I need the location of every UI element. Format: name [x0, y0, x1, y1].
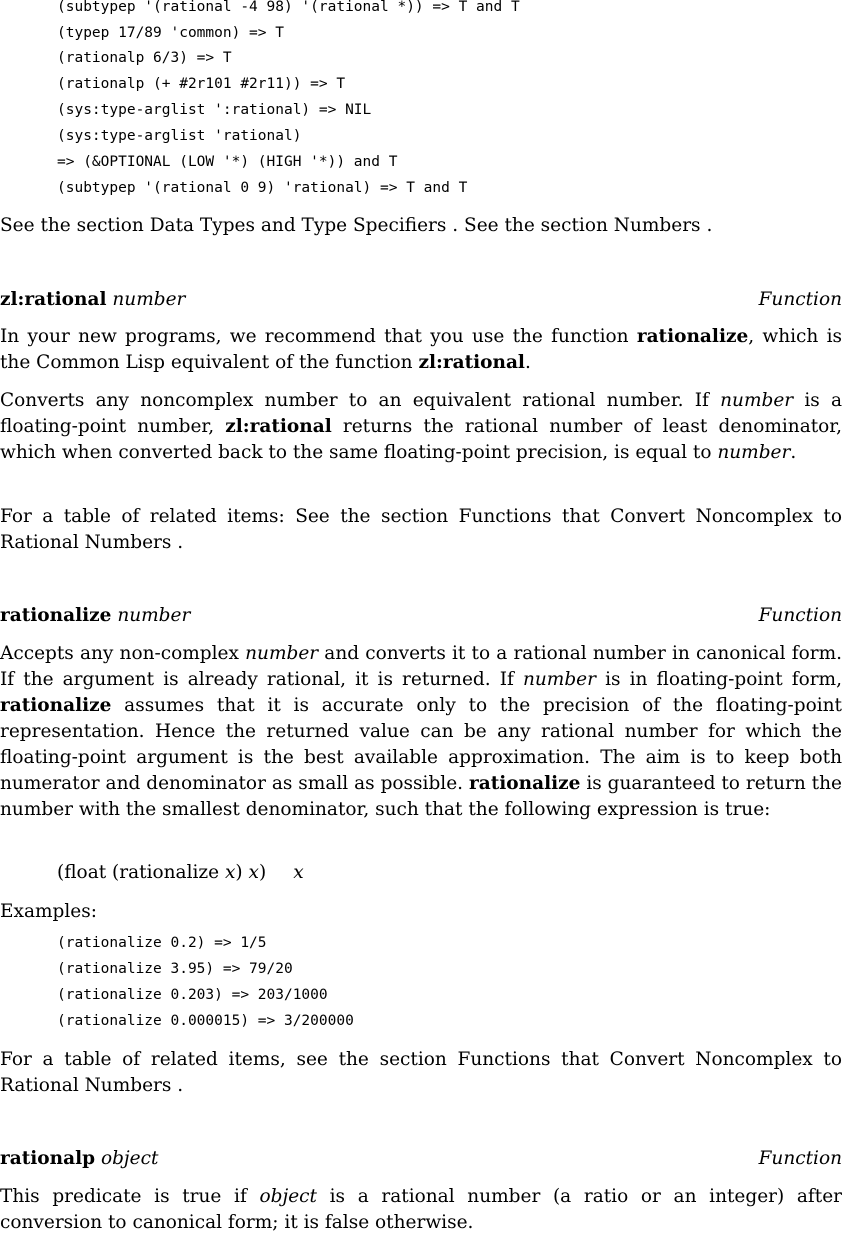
rationalp-paragraph-1: This predicate is true if object is a rational number (a ratio or an integer) after conversion to canonical form; it is false otherwise. — [0, 1186, 842, 1233]
code-line: (subtypep '(rational 0 9) 'rational) => T and T — [57, 180, 468, 196]
link-numbers[interactable]: Numbers — [613, 215, 701, 236]
link-convert-noncomplex[interactable]: Functions that Convert Noncomplex to Rational Numbers — [0, 1049, 842, 1096]
rationalize-paragraph-2: For a table of related items, see the section Functions that Convert Noncomplex to Rational Numbers . — [0, 1049, 842, 1096]
see-also-paragraph: See the section Data Types and Type Specifiers . See the section Numbers . — [0, 215, 713, 236]
entry-kind: Function — [758, 289, 842, 310]
zl-rational-paragraph-2: Converts any noncomplex number to an equivalent rational number. If number is a floating-point number, zl:rational returns the rational number of least denominator, which when converted back to the same floating-point precision, is equal to number. — [0, 390, 842, 463]
function-name: rationalp — [0, 1148, 96, 1169]
entry-heading-rationalize — [0, 604, 842, 628]
code-line: (sys:type-arglist ':rational) => NIL — [57, 102, 372, 118]
function-arg: number — [112, 289, 186, 310]
zl-rational-paragraph-3: For a table of related items: See the section Functions that Convert Noncomplex to Rational Numbers . — [0, 506, 842, 553]
function-name: rationalize — [0, 605, 112, 626]
function-arg: object — [100, 1148, 159, 1169]
code-line: (rationalp 6/3) => T — [57, 50, 232, 66]
link-data-types[interactable]: Data Types and Type Specifiers — [149, 215, 447, 236]
entry-kind: Function — [758, 1148, 842, 1169]
entry-heading-zl-rational — [0, 288, 842, 312]
code-line: (rationalize 0.203) => 203/1000 — [57, 987, 328, 1003]
code-line: (sys:type-arglist 'rational) — [57, 128, 302, 144]
rationalize-paragraph-1: Accepts any non-complex number and converts it to a rational number in canonical form. If the argument is already rational, it is returned. If number is in floating-point form, rationalize assumes that it is accurate only to the precision of the floating-point representation. Hence the returned value can be any rational number for which the floating-point argument is the best available approximation. The aim is to keep both numerator and denominator as small as possible. rationalize is guaranteed to return the number with the smallest denominator, such that the following expression is true: — [0, 643, 842, 820]
code-line: (typep 17/89 'common) => T — [57, 25, 284, 41]
function-arg: number — [117, 605, 191, 626]
entry-kind: Function — [758, 605, 842, 626]
formula: (float (rationalize x) x) x — [57, 862, 304, 883]
code-line: (rationalize 0.000015) => 3/200000 — [57, 1013, 354, 1029]
zl-rational-paragraph-1: In your new programs, we recommend that you use the function rationalize, which is the Common Lisp equivalent of the function zl:rational. — [0, 326, 842, 373]
code-line: => (&OPTIONAL (LOW '*) (HIGH '*)) and T — [57, 154, 398, 170]
code-line: (rationalize 3.95) => 79/20 — [57, 961, 293, 977]
code-line: (subtypep '(rational -4 98) '(rational *)) => T and T — [57, 0, 520, 15]
link-convert-noncomplex[interactable]: Functions that Convert Noncomplex to Rational Numbers — [0, 506, 842, 553]
entry-heading-rationalp — [0, 1147, 842, 1171]
function-name: zl:rational — [0, 289, 107, 310]
code-line: (rationalize 0.2) => 1/5 — [57, 935, 267, 951]
code-line: (rationalp (+ #2r101 #2r11)) => T — [57, 76, 346, 92]
examples-label: Examples: — [0, 901, 97, 922]
